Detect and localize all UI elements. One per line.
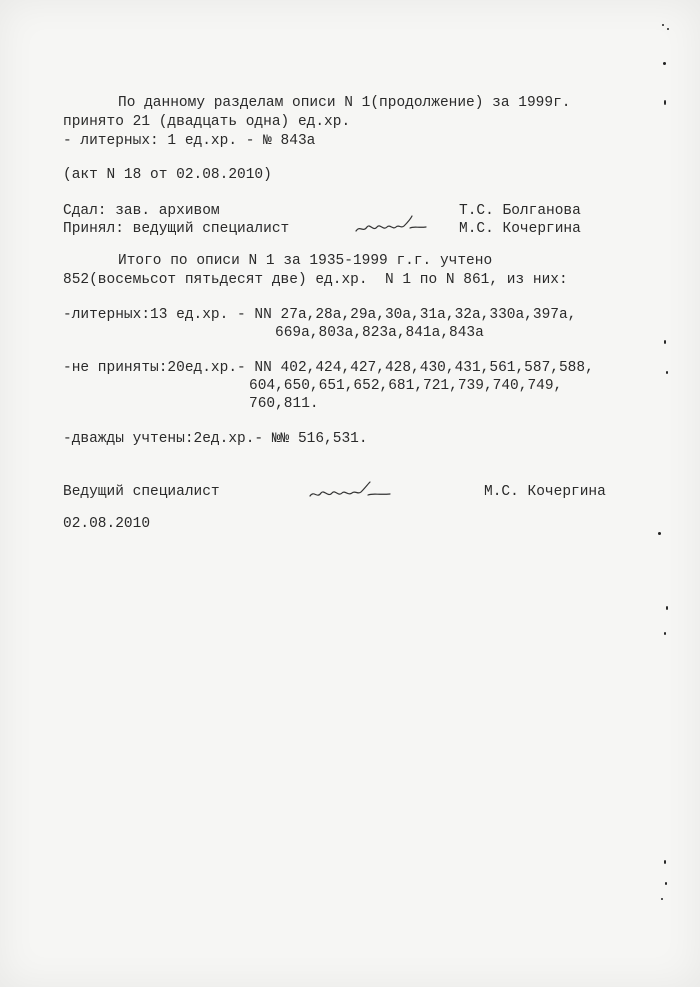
scan-speck xyxy=(662,24,664,26)
literal-line-2: 669а,803а,823а,841а,843а xyxy=(275,325,484,341)
summary-line-2: принято 21 (двадцать одна) ед.хр. xyxy=(63,114,351,130)
scan-speck xyxy=(664,860,666,864)
scan-speck xyxy=(667,28,669,30)
scan-speck xyxy=(658,532,661,535)
literal-line-1: -литерных:13 ед.хр. - NN 27а,28а,29а,30а,31а,32а,330а,397а, xyxy=(63,307,577,323)
not-accepted-line-2: 604,650,651,652,681,721,739,740,749, xyxy=(249,378,563,394)
double-counted: -дважды учтены:2ед.хр.- №№ 516,531. xyxy=(63,431,368,447)
total-line-2: 852(восемьсот пятьдесят две) ед.хр. N 1 по N 861, из них: xyxy=(63,272,568,288)
handover-gave-name: Т.С. Болганова xyxy=(459,203,581,219)
signature-role: Ведущий специалист xyxy=(63,484,220,500)
handover-received-name: М.С. Кочергина xyxy=(459,221,581,237)
scan-speck xyxy=(666,371,668,374)
signature-name: М.С. Кочергина xyxy=(484,484,606,500)
signature-specialist xyxy=(306,480,398,506)
handover-gave-role: Сдал: зав. архивом xyxy=(63,203,220,219)
not-accepted-line-1: -не приняты:20ед.хр.- NN 402,424,427,428,430,431,561,587,588, xyxy=(63,360,594,376)
summary-line-3: - литерных: 1 ед.хр. - № 843а xyxy=(63,133,316,149)
scan-speck xyxy=(661,898,663,900)
signature-date: 02.08.2010 xyxy=(63,516,151,532)
handover-received-role: Принял: ведущий специалист xyxy=(63,221,290,237)
scan-speck xyxy=(666,606,668,610)
scan-speck xyxy=(664,632,666,635)
summary-line-1: По данному разделам описи N 1(продолжение) за 1999г. xyxy=(118,95,571,111)
scan-speck xyxy=(663,62,666,65)
signature-receiver xyxy=(352,214,432,240)
scan-speck xyxy=(664,340,666,344)
act-reference: (акт N 18 от 02.08.2010) xyxy=(63,167,272,183)
total-line-1: Итого по описи N 1 за 1935-1999 г.г. учтено xyxy=(118,253,493,269)
scan-speck xyxy=(665,882,667,885)
scan-speck xyxy=(664,100,666,105)
not-accepted-line-3: 760,811. xyxy=(249,396,319,412)
